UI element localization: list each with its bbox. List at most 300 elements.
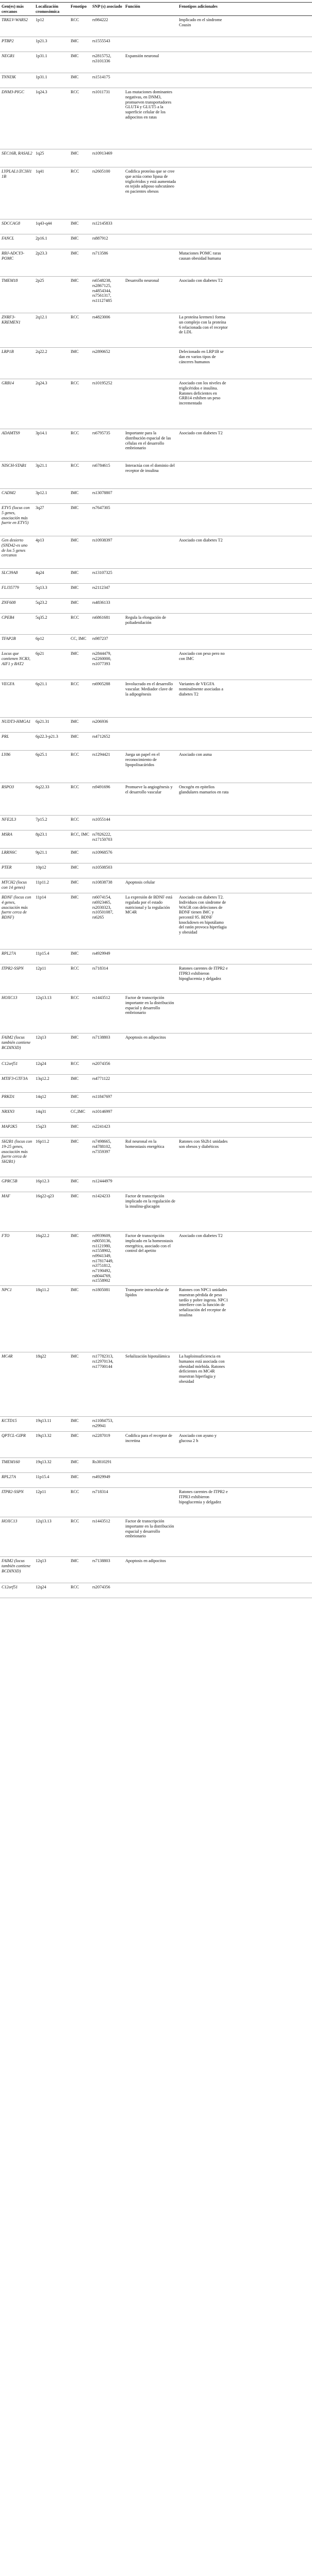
function-cell: Transporte intracelular de lípidos <box>124 1286 177 1352</box>
phenotype-cell: RCC <box>69 462 91 489</box>
spacer-cell <box>231 277 312 313</box>
gene-cell: ZNF608 <box>0 599 34 614</box>
gene-cell: PTBP2 <box>0 37 34 52</box>
additional-phenotype-cell: Asociado con ayuno y glucosa 2 h <box>177 1432 231 1458</box>
gene-cell: KCTD15 <box>0 1417 34 1432</box>
gene-cell: HOXC13 <box>0 994 34 1033</box>
function-cell <box>124 733 177 751</box>
table-row <box>0 1286 312 1352</box>
function-cell: La expresión de BDNF está regulada por el estado nutricional y la regulación MC4R <box>124 893 177 950</box>
phenotype-cell: IMC <box>69 348 91 379</box>
snp-cell: rs2605100 <box>91 167 124 219</box>
additional-phenotype-cell <box>177 37 231 52</box>
gene-cell: SH2B1 (locus con 19-25 genes, asociación más fuerte cerca de SH2B1) <box>0 1138 34 1177</box>
snp-cell: rs6784615 <box>91 462 124 489</box>
snp-cell: rs206936 <box>91 718 124 733</box>
location-cell: 16q22.2 <box>34 1232 69 1286</box>
snp-cell: rs6861681 <box>91 614 124 635</box>
spacer-cell <box>231 863 312 878</box>
function-cell <box>124 964 177 994</box>
snp-cell: rs1443512 <box>91 1517 124 1557</box>
phenotype-cell: IMC <box>69 1033 91 1060</box>
table-body <box>0 16 312 1598</box>
additional-phenotype-cell <box>177 584 231 599</box>
snp-cell: rs12444979 <box>91 1177 124 1192</box>
additional-phenotype-cell <box>177 462 231 489</box>
gene-cell: SLC39A8 <box>0 569 34 584</box>
phenotype-cell: IMC <box>69 863 91 878</box>
table-row <box>0 964 312 994</box>
additional-phenotype-cell: La proteína kremen1 forma un complejo con la proteína 6 relacionada con el receptor de LDL <box>177 313 231 348</box>
spacer-cell <box>231 1488 312 1517</box>
spacer-cell <box>231 878 312 893</box>
spacer-cell <box>231 849 312 863</box>
function-cell <box>124 536 177 569</box>
gene-cell: NEGR1 <box>0 52 34 73</box>
function-cell: Factor de transcripción importante en la distribución espacial y desarrollo embrionario <box>124 1517 177 1557</box>
spacer-cell <box>231 950 312 964</box>
gene-cell: BDNF (locus con 4 genes, asociación más fuerte cerca de BDNF) <box>0 893 34 950</box>
location-cell: 16q22-q23 <box>34 1192 69 1232</box>
additional-phenotype-cell: Ratones carentes de ITPR2 e ITPR3 exhibieron hipoglucemia y delgadez <box>177 964 231 994</box>
function-cell <box>124 1123 177 1138</box>
function-cell <box>124 73 177 88</box>
snp-cell: rs4836133 <box>91 599 124 614</box>
location-cell: 4p13 <box>34 536 69 569</box>
header-phenotype: Fenotipo <box>69 3 91 16</box>
location-cell: 3q27 <box>34 504 69 536</box>
gene-cell: GPRC5B <box>0 1177 34 1192</box>
function-cell: Codifica para el receptor de incretina <box>124 1432 177 1458</box>
additional-phenotype-cell <box>177 950 231 964</box>
location-cell: 6p21.31 <box>34 718 69 733</box>
location-cell: 13q12.2 <box>34 1075 69 1093</box>
snp-cell: rs13078807 <box>91 489 124 504</box>
spacer-cell <box>231 1458 312 1473</box>
additional-phenotype-cell: Ratones carentes de ITPR2 e ITPR3 exhibieron hipoglucemia y delgadez <box>177 1488 231 1517</box>
snp-cell: rs1555543 <box>91 37 124 52</box>
spacer-cell <box>231 718 312 733</box>
phenotype-cell: RCC <box>69 313 91 348</box>
table-row <box>0 52 312 73</box>
snp-cell: rs984222 <box>91 16 124 37</box>
table-row <box>0 849 312 863</box>
phenotype-cell: IMC <box>69 1432 91 1458</box>
phenotype-cell: IMC <box>69 489 91 504</box>
additional-phenotype-cell <box>177 167 231 219</box>
table-row <box>0 379 312 429</box>
spacer-cell <box>231 893 312 950</box>
gene-cell: FAIM2 (locus también contiene BCDIN3D) <box>0 1033 34 1060</box>
additional-phenotype-cell <box>177 994 231 1033</box>
snp-cell: rs718314 <box>91 964 124 994</box>
function-cell: Factor de transcripción implicado en la homeostasis energética, asociado con el control del apetito <box>124 1232 177 1286</box>
phenotype-cell: RCC <box>69 816 91 831</box>
phenotype-cell: IMC <box>69 1232 91 1286</box>
location-cell: 2q22.2 <box>34 348 69 379</box>
gene-cell: GRB14 <box>0 379 34 429</box>
gene-association-table <box>0 2 312 1598</box>
spacer-cell <box>231 313 312 348</box>
snp-cell: rs9939609, rs8050136, rs1121980, rs1558902, rs9941349, rs17817449, rs3751812, rs7190492, rs8044769, rs1558902 <box>91 1232 124 1286</box>
location-cell: 1q41 <box>34 167 69 219</box>
table-row <box>0 1417 312 1432</box>
gene-cell: RSPO3 <box>0 783 34 816</box>
additional-phenotype-cell <box>177 489 231 504</box>
function-cell <box>124 1075 177 1093</box>
phenotype-cell: IMC <box>69 149 91 167</box>
gene-cell: NUDT3-HMGA1 <box>0 718 34 733</box>
additional-phenotype-cell <box>177 878 231 893</box>
additional-phenotype-cell <box>177 614 231 635</box>
header-location: Localización cromosómica <box>34 3 69 16</box>
table-row <box>0 429 312 462</box>
spacer-cell <box>231 379 312 429</box>
gene-cell: LRP1B <box>0 348 34 379</box>
phenotype-cell: IMC <box>69 599 91 614</box>
additional-phenotype-cell <box>177 733 231 751</box>
additional-phenotype-cell <box>177 1060 231 1075</box>
spacer-cell <box>231 751 312 783</box>
spacer-cell <box>231 1352 312 1417</box>
function-cell <box>124 37 177 52</box>
additional-phenotype-cell: Mutaciones POMC raras causan obesidad humana <box>177 249 231 277</box>
location-cell: 11p15.4 <box>34 950 69 964</box>
additional-phenotype-cell <box>177 1417 231 1432</box>
spacer-cell <box>231 1093 312 1108</box>
location-cell: 12q13 <box>34 1033 69 1060</box>
function-cell <box>124 313 177 348</box>
snp-cell: rs4771122 <box>91 1075 124 1093</box>
table-row <box>0 489 312 504</box>
location-cell: 3p21.1 <box>34 462 69 489</box>
phenotype-cell: RCC <box>69 994 91 1033</box>
location-cell: 6q22.33 <box>34 783 69 816</box>
table-row <box>0 733 312 751</box>
additional-phenotype-cell <box>177 718 231 733</box>
location-cell: 7p15.2 <box>34 816 69 831</box>
location-cell: 1p12 <box>34 16 69 37</box>
additional-phenotype-cell <box>177 1517 231 1557</box>
table-row <box>0 816 312 831</box>
gene-cell: LY86 <box>0 751 34 783</box>
additional-phenotype-cell <box>177 816 231 831</box>
spacer-cell <box>231 1138 312 1177</box>
function-cell <box>124 635 177 650</box>
additional-phenotype-cell <box>177 88 231 149</box>
snp-cell: rs6074154, rs6923465, rs2030323, rs10501087, rs6265 <box>91 893 124 950</box>
table-header <box>0 3 312 16</box>
spacer-cell <box>231 1583 312 1598</box>
phenotype-cell: IMC <box>69 569 91 584</box>
function-cell <box>124 831 177 849</box>
function-cell: Juega un papel en el reconocimiento de lipopolisacáridos <box>124 751 177 783</box>
phenotype-cell: RCC, IMC <box>69 831 91 849</box>
table-row <box>0 1033 312 1060</box>
snp-cell: rs7647305 <box>91 504 124 536</box>
additional-phenotype-cell: Asociado con diabetes T2. Individuos con síndrome de WAGR con deleciones de BDNF tienen IMC y percentil 95. BDNF knockdown en hipotálamo del ratón provoca hiperfagia y obesidad <box>177 893 231 950</box>
spacer-cell <box>231 1286 312 1352</box>
function-cell <box>124 1583 177 1598</box>
table-row <box>0 219 312 234</box>
function-cell <box>124 650 177 680</box>
snp-cell: rs2074356 <box>91 1060 124 1075</box>
snp-cell: rs1514175 <box>91 73 124 88</box>
snp-cell: rs1443512 <box>91 994 124 1033</box>
additional-phenotype-cell <box>177 863 231 878</box>
phenotype-cell: RCC <box>69 783 91 816</box>
function-cell <box>124 849 177 863</box>
table-row <box>0 1458 312 1473</box>
gene-cell: PRKD1 <box>0 1093 34 1108</box>
snp-cell: rs2241423 <box>91 1123 124 1138</box>
table-row <box>0 1557 312 1583</box>
additional-phenotype-cell <box>177 1177 231 1192</box>
function-cell: Apoptosis celular <box>124 878 177 893</box>
additional-phenotype-cell <box>177 1123 231 1138</box>
table-row <box>0 1432 312 1458</box>
spacer-cell <box>231 1123 312 1138</box>
spacer-cell <box>231 219 312 234</box>
gene-cell: TNNI3K <box>0 73 34 88</box>
location-cell: 4q24 <box>34 569 69 584</box>
table-row <box>0 650 312 680</box>
snp-cell: rs11084753, rs29941 <box>91 1417 124 1432</box>
table-row <box>0 277 312 313</box>
table-row <box>0 614 312 635</box>
header-snp: SNP (s) asociado <box>91 3 124 16</box>
additional-phenotype-cell <box>177 1557 231 1583</box>
gene-cell: ITPR2-SSPN <box>0 1488 34 1517</box>
phenotype-cell: RCC <box>69 1488 91 1517</box>
phenotype-cell: IMC <box>69 584 91 599</box>
additional-phenotype-cell <box>177 149 231 167</box>
spacer-cell <box>231 88 312 149</box>
phenotype-cell: IMC <box>69 1417 91 1432</box>
function-cell: Apoptosis en adipocitos <box>124 1033 177 1060</box>
snp-cell: rs10968576 <box>91 849 124 863</box>
table-row <box>0 680 312 718</box>
spacer-cell <box>231 1177 312 1192</box>
table-row <box>0 1138 312 1177</box>
table-row <box>0 751 312 783</box>
additional-phenotype-cell: Asociado con diabetes T2 <box>177 429 231 462</box>
function-cell <box>124 816 177 831</box>
location-cell: 12p11 <box>34 1488 69 1517</box>
gene-cell: MSRA <box>0 831 34 849</box>
gene-cell: RPL27A <box>0 1473 34 1488</box>
spacer-cell <box>231 1075 312 1093</box>
table-row <box>0 1583 312 1598</box>
location-cell: 3p14.1 <box>34 429 69 462</box>
phenotype-cell: IMC <box>69 1093 91 1108</box>
function-cell: Las mutaciones dominantes negativas, en DNM3, promueven transportadores GLUT4 y GLUT5 a la superficie celular de los adipocitos en ratas <box>124 88 177 149</box>
gene-cell: NISCH-STAB1 <box>0 462 34 489</box>
function-cell <box>124 584 177 599</box>
location-cell: 2p23.3 <box>34 249 69 277</box>
phenotype-cell: IMC <box>69 733 91 751</box>
spacer-cell <box>231 831 312 849</box>
table-row <box>0 1517 312 1557</box>
gene-cell: VEGFA <box>0 680 34 718</box>
snp-cell: rs987237 <box>91 635 124 650</box>
location-cell: 5q23.2 <box>34 599 69 614</box>
table-row <box>0 1232 312 1286</box>
function-cell <box>124 599 177 614</box>
location-cell: 10p12 <box>34 863 69 878</box>
table-row <box>0 462 312 489</box>
table-row <box>0 348 312 379</box>
phenotype-cell: RCC <box>69 167 91 219</box>
table-row <box>0 1488 312 1517</box>
additional-phenotype-cell: Asociado con asma <box>177 751 231 783</box>
gene-cell: Locus que contienen NCR3, AIF1 y BAT2 <box>0 650 34 680</box>
phenotype-cell: RCC <box>69 1583 91 1598</box>
location-cell: 11p11.2 <box>34 878 69 893</box>
location-cell: 2q24.3 <box>34 379 69 429</box>
additional-phenotype-cell <box>177 635 231 650</box>
additional-phenotype-cell <box>177 599 231 614</box>
gene-cell: FTO <box>0 1232 34 1286</box>
function-cell <box>124 863 177 878</box>
location-cell: 14q12 <box>34 1093 69 1108</box>
spacer-cell <box>231 249 312 277</box>
location-cell: 5q13.3 <box>34 584 69 599</box>
spacer-cell <box>231 1060 312 1075</box>
location-cell: 11p14 <box>34 893 69 950</box>
gene-cell: FANCL <box>0 234 34 249</box>
spacer-cell <box>231 234 312 249</box>
snp-cell: rs17782313, rs12970134, rs17700144 <box>91 1352 124 1417</box>
phenotype-cell: CC, IMC <box>69 635 91 650</box>
spacer-cell <box>231 964 312 994</box>
spacer-cell <box>231 614 312 635</box>
phenotype-cell: IMC <box>69 1473 91 1488</box>
function-cell <box>124 1108 177 1123</box>
location-cell: 1q43-q44 <box>34 219 69 234</box>
function-cell <box>124 569 177 584</box>
location-cell: 8p23.1 <box>34 831 69 849</box>
location-cell: 6p22.3-p21.3 <box>34 733 69 751</box>
additional-phenotype-cell: Asociado con peso pero no con IMC <box>177 650 231 680</box>
spacer-cell <box>231 1192 312 1232</box>
gene-cell: TFAP2B <box>0 635 34 650</box>
table-row <box>0 37 312 52</box>
function-cell: Factor de transcripción importante en la distribución espacial y desarrollo embrionario <box>124 994 177 1033</box>
snp-cell: rs2815752, rs3101336 <box>91 52 124 73</box>
gene-cell: ZNRF3-KREMEN1 <box>0 313 34 348</box>
table-row <box>0 635 312 650</box>
location-cell: 2p25 <box>34 277 69 313</box>
spacer-cell <box>231 1108 312 1123</box>
phenotype-cell: IMC <box>69 1458 91 1473</box>
spacer-cell <box>231 1517 312 1557</box>
gene-cell: TMEM160 <box>0 1458 34 1473</box>
function-cell <box>124 149 177 167</box>
function-cell <box>124 504 177 536</box>
gene-cell: MAF <box>0 1192 34 1232</box>
gene-cell: TRKLV-WARS2 <box>0 16 34 37</box>
snp-cell: rs2890652 <box>91 348 124 379</box>
function-cell <box>124 950 177 964</box>
location-cell: 18q22 <box>34 1352 69 1417</box>
location-cell: 6p21.1 <box>34 680 69 718</box>
gene-cell: FAIM2 (locus también contiene BCDIN3D) <box>0 1557 34 1583</box>
spacer-cell <box>231 536 312 569</box>
spacer-cell <box>231 783 312 816</box>
table-row <box>0 1177 312 1192</box>
location-cell: 14q31 <box>34 1108 69 1123</box>
phenotype-cell: RCC <box>69 614 91 635</box>
table-row <box>0 1123 312 1138</box>
location-cell: 12q13 <box>34 1557 69 1583</box>
gene-cell: SDCCAG8 <box>0 219 34 234</box>
location-cell: 6p12 <box>34 635 69 650</box>
gene-cell: FLJ35779 <box>0 584 34 599</box>
header-gene: Gen(es) más cercanos <box>0 3 34 16</box>
function-cell <box>124 1488 177 1517</box>
gene-cell: DNM3-PIGC <box>0 88 34 149</box>
phenotype-cell: IMC <box>69 1177 91 1192</box>
additional-phenotype-cell <box>177 569 231 584</box>
table-row <box>0 504 312 536</box>
location-cell: 2q12.1 <box>34 313 69 348</box>
additional-phenotype-cell: Oncogén en epitelios glandulares mamarios en rata <box>177 783 231 816</box>
spacer-cell <box>231 1557 312 1583</box>
spacer-cell <box>231 489 312 504</box>
location-cell: 5q35.2 <box>34 614 69 635</box>
gene-cell: ETV5 (locus con 5 genes, asociación más fuerte en ETV5) <box>0 504 34 536</box>
additional-phenotype-cell: Ratones con Sh2b1 unidades son obesos y diabéticos <box>177 1138 231 1177</box>
snp-cell: rs1055144 <box>91 816 124 831</box>
phenotype-cell: IMC <box>69 878 91 893</box>
function-cell: Interactúa con el dominio del receptor de insulina <box>124 462 177 489</box>
function-cell <box>124 718 177 733</box>
snp-cell: rs2112347 <box>91 584 124 599</box>
gene-cell: PTER <box>0 863 34 878</box>
additional-phenotype-cell: Asociado con diabetes T2 <box>177 536 231 569</box>
snp-cell: rs13107325 <box>91 569 124 584</box>
gene-cell: NPC1 <box>0 1286 34 1352</box>
additional-phenotype-cell <box>177 1458 231 1473</box>
location-cell: 19q13.32 <box>34 1432 69 1458</box>
header-function: Función <box>124 3 177 16</box>
location-cell: 3p12.1 <box>34 489 69 504</box>
function-cell <box>124 249 177 277</box>
phenotype-cell: IMC <box>69 1352 91 1417</box>
spacer-cell <box>231 569 312 584</box>
function-cell <box>124 219 177 234</box>
table-row <box>0 783 312 816</box>
phenotype-cell: IMC <box>69 249 91 277</box>
table-row <box>0 88 312 149</box>
function-cell: Importante para la distribución espacial de las células en el desarrollo embrionario <box>124 429 177 462</box>
location-cell: 6p25.1 <box>34 751 69 783</box>
snp-cell: rs713586 <box>91 249 124 277</box>
additional-phenotype-cell <box>177 219 231 234</box>
location-cell: 18q11.2 <box>34 1286 69 1352</box>
location-cell: 1p31.1 <box>34 52 69 73</box>
table-row <box>0 569 312 584</box>
additional-phenotype-cell <box>177 504 231 536</box>
gene-cell: C12orf51 <box>0 1060 34 1075</box>
snp-cell: rs6905288 <box>91 680 124 718</box>
location-cell: 19q13.32 <box>34 1458 69 1473</box>
table-row <box>0 863 312 878</box>
phenotype-cell: IMC <box>69 277 91 313</box>
table-row <box>0 718 312 733</box>
function-cell: Señalización hipotalámica <box>124 1352 177 1417</box>
